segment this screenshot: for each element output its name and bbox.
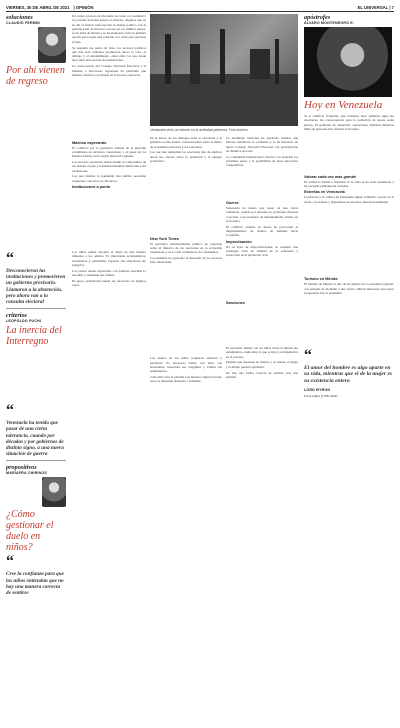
subheading: Instituciones a punto	[72, 185, 111, 190]
header-section: | OPINIÓN	[73, 4, 94, 10]
paragraph: El conflicto armado en Apure ha provocado el desplazamiento de cientos de familias hacia Colombia.	[226, 224, 298, 238]
paragraph: Los sectores opositores deben asumir el compromiso de reconstruir el país y la institucionalidad democrática sin exclusiones.	[72, 160, 146, 173]
paragraph: Los padres deben explicarles con palabras sencillas lo sucedido y mantener sus rutinas.	[72, 268, 146, 278]
paragraph: El periódico estadounidense publicó un reportaje sobre el impacto de las sanciones en la economía venezolana y en la vida cotidiana de los ciudadanos.	[150, 241, 222, 255]
paragraph: El turismo de Mérida es uno de los pilares de la economía regional, con paisajes de montaña y una oferta cultural destacada que busca recuperarse tras la pandemia.	[304, 282, 394, 295]
subheading: Guerra	[226, 201, 239, 206]
paragraph: Los que han defendido las sanciones han de explicar ahora sus efectos sobre la población y el aparato productivo.	[150, 150, 222, 163]
paragraph: La convocatoria del Consejo Nacional Electoral y el llamado a elecciones regionales ha permitido que muchos vuelvan a participar en el proceso electoral.	[72, 64, 146, 77]
paragraph: Los niños suelen afrontar el duelo de una manera diferente a los adultos. Es importante acompañarlos, escucharlos y permitirles expresar sus emociones sin juzgarlos.	[72, 250, 146, 267]
column-4	[226, 136, 298, 724]
subheading: Sanciones	[226, 301, 245, 306]
quote-author-note: Poeta inglés (1788-1824)	[304, 393, 338, 398]
quote-author: LORD BYRON	[304, 387, 331, 392]
author-photo-3	[42, 477, 66, 507]
column-right	[304, 14, 394, 724]
subheading: Estrellas en Venezuela	[304, 190, 345, 195]
author-name-3: MARIAFRA CHIRINOS	[6, 471, 47, 476]
pull-quote-3: Cree la confianza para que los niños entiendan que no hay una manera correcta de sentirse	[6, 571, 64, 597]
divider	[6, 308, 66, 309]
author-name: CLAUDIO FERMÍN	[6, 21, 40, 25]
pull-quote: Desconocieron las instituciones y promovieron un gobierno provisorio. Llamaron a la abstención, pero ahora van a la consulta electoral	[6, 268, 66, 306]
paragraph: La historia y la cultura de Venezuela siguen brillando a pesar de la crisis, con artistas y deportistas reconocidos internacionalmente.	[304, 195, 394, 204]
article-headline-2: La inercia del Interregno	[6, 325, 62, 348]
pull-quote-2: Venezuela ha tenido que pasar de una cierta tolerancia, cuando por décadas y por gobiernos de distinto signo, a una nueva situación de guerra	[6, 420, 64, 458]
article-headline: Por ahí vienen de regreso	[6, 65, 65, 87]
paragraph: Los que durante la pandemia han sufrido necesitan respuestas concretas, no discursos.	[72, 174, 146, 183]
quote-mark-icon: “	[6, 250, 14, 267]
refinery-image	[150, 14, 298, 126]
quote-mark-icon: “	[6, 402, 14, 420]
subheading: New York Times	[150, 236, 179, 241]
photo-caption: Venezuela vivió un rebrote en la actividad petrolera. Foto Archivo	[150, 128, 248, 132]
paragraph: Un centro proceso de discusión en torno a la realidad y el porvenir nacional parece en marcha. Algunos que en su día se fueron reincorporan al debate político con la participación de diversos actores en los últimos meses, es un tema de interés y se ha planteado como la primera opción para lograr una solución a la crisis que atraviesa el país.	[72, 14, 146, 44]
paragraph: Se respalda ese punto de vista, los sectores políticos que han sido radicales promueven ahora el voto, el diálogo y el entendimiento, entre ellos los que desde hace años desconocen las instituciones.	[72, 45, 146, 63]
author-name: ÁLVARO MONTENEGRO E.	[304, 21, 355, 25]
page-header	[6, 3, 394, 12]
article-headline-3: ¿Cómo gestionar el duelo en niños?	[6, 509, 54, 554]
paragraph: La comunidad internacional observa con atención los próximos pasos y la posibilidad de unas elecciones competitivas.	[226, 154, 298, 168]
subheading: Valorar cada vez más grande	[304, 174, 357, 179]
section-title-2: criterios	[6, 312, 27, 320]
header-brand: EL UNIVERSAL	[357, 4, 389, 10]
paragraph: En el marco de los diálogos entre la oposición y el gobierno se han abierto conversaciones sobre el futuro de la industria petrolera y las sanciones.	[150, 136, 222, 149]
section-title: apóstrofes	[304, 14, 331, 21]
divider	[6, 460, 66, 461]
paragraph: El apoyo profesional puede ser necesario en algunos casos.	[72, 278, 146, 288]
paragraph: Si el conflicto fronterizo que comenzó hace semanas sigue sin resolverse, las consecuencias para la población de Apure serán graves. El gobierno ha anunciado operaciones militares mientras miles de personas han cruzado la frontera.	[304, 114, 394, 131]
header-date: VIERNES, 30 DE ABRIL DE 2021	[6, 4, 70, 10]
quote-mark-icon: “	[6, 553, 14, 571]
section-title-3: propositivos	[6, 464, 37, 472]
subheading: Máximo esperando	[72, 140, 107, 145]
author-photo	[304, 27, 392, 97]
paragraph: La Asamblea Nacional ha aprobado normas que buscan restablecer la confianza y se ha instalado un nuevo Consejo Nacional Electoral con participación de distintos sectores.	[226, 136, 298, 153]
paragraph: Los duelos en los niños requieren atención y paciencia. Es necesario hablar con ellos con honestidad, responder sus preguntas y validar sus sentimientos.	[150, 356, 222, 374]
author-name-2: LEOPOLDO PUCHI	[6, 319, 42, 324]
paragraph: No hay una forma correcta de sentirse ante una pérdida.	[226, 370, 298, 379]
paragraph: No es hora de improvisaciones; se requiere una estrategia clara de defensa de la soberanía y protección de la población civil.	[226, 244, 298, 258]
paragraph: La pandemia ha agravado la situación de los sectores más vulnerables.	[150, 256, 222, 265]
article-headline: Hoy en Venezuela	[304, 99, 383, 111]
subheading: Improvisación	[226, 239, 252, 244]
column-left	[6, 14, 66, 724]
section-title: soluciones	[6, 14, 33, 21]
author-photo	[38, 27, 66, 63]
paragraph: Es necesario hablar con los niños sobre la muerte sin eufemismos, explicarles lo que ocurre y acompañarlos en el proceso.	[226, 346, 298, 359]
paragraph: Cada niño vive la pérdida a su manera; algunos lloran, otros se muestran distantes o irritables.	[150, 374, 222, 384]
subheading: Turismo en Mérida	[304, 277, 338, 282]
paragraph: El conflicto por la presencia armada de la guerrilla colombiana en territorio venezolano y el papel de los Estados Unidos en la región marcan la agenda.	[72, 145, 146, 159]
column-3	[150, 136, 222, 724]
header-page: | 7	[389, 4, 394, 10]
paragraph: Venezuela ha tenido que pasar de una cierta tolerancia, cuando por décadas los gobiernos miraron a un lado, a un escenario de enfrentamiento abierto en la frontera.	[226, 206, 298, 223]
column-2	[72, 14, 146, 724]
quote-mark-icon: “	[304, 346, 312, 364]
article-photo	[150, 14, 298, 126]
paragraph: El comercio formal e informal en la zona se ha visto paralizado y las escuelas permanecen cerradas.	[304, 179, 394, 188]
paragraph: Permita que expresen su tristeza y su miedo; el juego y el dibujo pueden ayudarles.	[226, 360, 298, 369]
pull-quote: El amor del hombre es algo aparte en su vida, mientras que el de la mujer es su existencia entera	[304, 364, 393, 384]
